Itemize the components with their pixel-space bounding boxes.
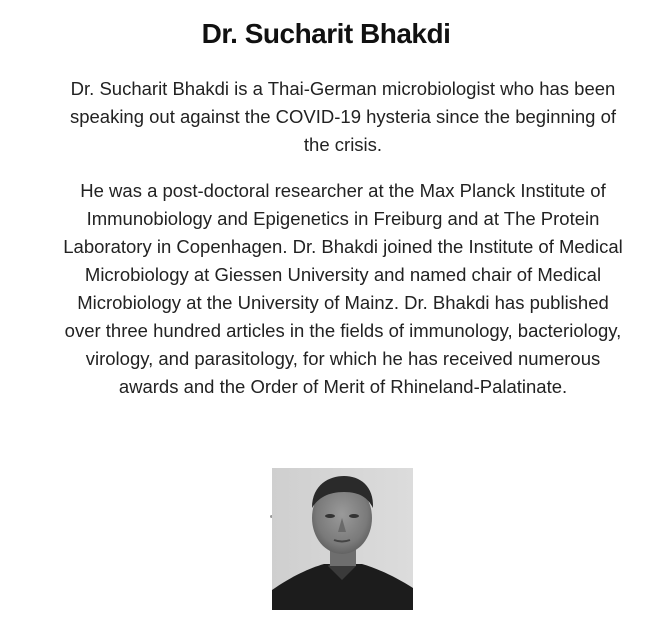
portrait-photo [272, 468, 413, 610]
intro-paragraph: Dr. Sucharit Bhakdi is a Thai-German microbiologist who has been speaking out against the COVID-19 hysteria since the beginning of the crisis. [69, 78, 617, 155]
bio-paragraph: He was a post-doctoral researcher at the Max Planck Institute of Immunobiology and Epigenetics in Freiburg and at The Protein Laboratory in Copenhagen. Dr. Bhakdi joined the Institute of Medical Microbiology at Giessen University and named chair of Medical Microbiology at the University of Mainz. Dr. Bhakdi has published over three hundred articles in the fields of immunology, bacteriology, virology, and parasitology, for which he has received numerous awards and the Order of Merit of Rhineland-Palatinate. [63, 180, 623, 397]
page-title: Dr. Sucharit Bhakdi [201, 18, 451, 49]
